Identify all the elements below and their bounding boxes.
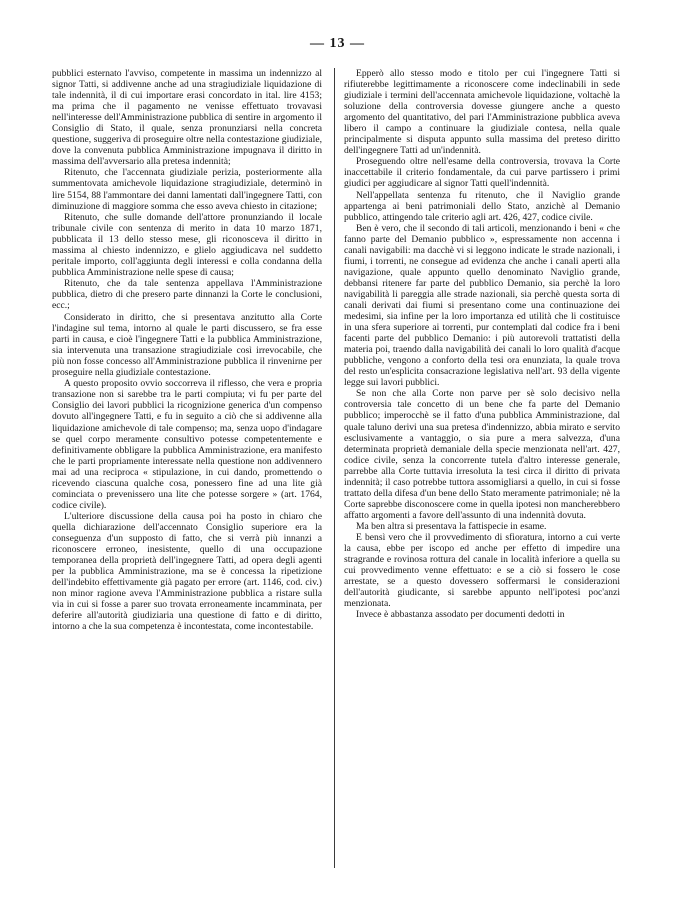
right-column — [344, 68, 620, 620]
paragraph: Ben è vero, che il secondo di tali articoli, menzionando i beni « che fanno parte del Demanio pubblico », espressamente non accenna i canali navigabili: ma dacchè vi si leggono indicate le strade nazionali, i fiumi, i torrenti, ne consegue ad evidenza che anche i canali aperti alla navigazione, quale appunto quello denominato Naviglio grande, debbansi ritenere far parte del pubblico Demanio, sia perchè la loro navigabilità li pareggia alle strade nazionali, sia perchè questa sorta di canali derivati dai fiumi si presentano come una continuazione dei medesimi, sia infine per la loro importanza ed utilità che li costituisce in una sfera superiore ai torrenti, pur contemplati dal codice fra i beni facenti parte del pubblico Demanio: i più autorevoli trattatisti della materia poi, traendo dalla navigabilità dei canali lo loro qualità d'acque pubbliche, vengono a conforto della tesi ora enunziata, la quale trova del resto un'esplicita consacrazione legislativa nell'art. 93 della vigente legge sui lavori pubblici. — [344, 222, 620, 389]
paragraph: Invece è abbastanza assodato per documenti dedotti in — [356, 609, 565, 621]
column-divider — [334, 68, 335, 868]
paragraph: Nell'appellata sentenza fu ritenuto, che il Naviglio grande appartenga ai beni patrimoniali dello Stato, anzichè al Demanio pubblico, attingendo tale criterio agli art. 426, 427, codice civile. — [344, 189, 620, 223]
paragraph: pubblici esternato l'avviso, competente in massima un indennizzo al signor Tatti, si addivenne anche ad una stragiudiziale liquidazione di tale indennità, il di cui importare erasi concordato in ital. lire 4153; ma prima che il pagamento ne venisse effettuato trovavasi nell'interesse dell'Amministrazione pubblica di sentire in argomento il Consiglio di Stato, il quale, senza pronunziarsi nella concreta questione, suggeriva di proseguire oltre nella contestazione giudiziale, dove la convenuta pubblica Amministrazione impugnava il diritto in massima dell'avversario alla pretesa indennità; — [52, 68, 322, 168]
paragraph: Se non che alla Corte non parve per sè solo decisivo nella controversia tale concetto di un bene che fa parte del Demanio pubblico; imperocchè se il fatto d'una pubblica Amministrazione, dal quale taluno derivi una sua pretesa d'indennizzo, abbia mirato e servito esclusivamente a vantaggio, o sia pure a mera salvezza, d'una determinata proprietà demaniale della specie menzionata nell'art. 427, codice civile, senza la concorrente tutela d'altro interesse generale, parrebbe alla Corte tuttavia irresoluta la tesi circa il diritto di privata indennità; il caso potrebbe tuttora assomigliarsi a quello, in cui si fosse trattato della difesa d'un bene dello Stato meramente patrimoniale; nè la Corte saprebbe disconoscere come in quella ipotesi non mancherebbero affatto argomenti a favore dell'assunto di una indennità dovuta. — [344, 388, 620, 521]
paragraph: Ma ben altra si presentava la fattispecie in esame. — [356, 520, 547, 532]
paragraph: Ritenuto, che sulle domande dell'attore pronunziando il locale tribunale civile con sentenza di merito in data 10 marzo 1871, pubblicata il 13 dello stesso mese, gli riconosceva il diritto in massima al chiesto indennizzo, e glielo aggiudicava nel suddetto peritale importo, coll'aggiunta degli interessi e colla condanna della pubblica Amministrazione nelle spese di causa; — [52, 211, 322, 278]
left-column — [52, 68, 322, 632]
paragraph: Epperò allo stesso modo e titolo per cui l'ingegnere Tatti si rifiuterebbe legittimamente a riconoscere come indeclinabili in sede giudiziale i termini dell'accennata amichevole liquidazione, voltachè la soluzione della controversia dovesse giungere anche a questo argomento del quantitativo, del pari l'Amministrazione pubblica aveva libero il campo a continuare la giudiziale contesa, nella quale principalmente si disputa appunto sulla massima del preteso diritto dell'ingegnere Tatti ad un'indennità. — [344, 68, 620, 157]
paragraph: Ritenuto, che l'accennata giudiziale perizia, posteriormente alla summentovata amichevole liquidazione stragiudiziale, determinò in lire 5154, 88 l'ammontare dei danni lamentati dall'ingegnere Tatti, con diminuzione di maggiore somma che esso aveva chiesto in citazione; — [52, 167, 322, 212]
paragraph: Proseguendo oltre nell'esame della controversia, trovava la Corte inaccettabile il criterio fondamentale, da cui parve partissero i primi giudici per aggiudicare al signor Tatti quell'indennità. — [344, 156, 620, 190]
paragraph: L'ulteriore discussione della causa poi ha posto in chiaro che quella dichiarazione dell'accennato Consiglio superiore era la conseguenza d'un supposto di fatto, che si verrà più innanzi a riconoscere erroneo, inesistente, quello di una occupazione temporanea della proprietà dell'ingegnere Tatti, ad opera degli agenti per la pubblica Amministrazione, ma se è concessa la ripetizione dell'indebito effettivamente già pagato per errore (art. 1146, cod. civ.) non minor ragione aveva l'Amministrazione pubblica a ristare sulla via in cui si fosse a parer suo trovata erroneamente incamminata, per deferire all'autorità giudiziaria una questione di fatto e di diritto, intorno a che la sua competenza è incontestata, come incontestabile. — [52, 510, 322, 633]
paragraph: Considerato in diritto, che si presentava anzitutto alla Corte l'indagine sul tema, intorno al quale le parti discussero, se fra esse parti in causa, e cioè l'ingegnere Tatti e la pubblica Amministrazione, sia intervenuta una transazione stragiudiziale così irrevocabile, che più non fosse concesso all'Amministrazione pubblica il rinvenirne per proseguire nella giudiziale contestazione. — [52, 312, 322, 379]
page-number: — 13 — — [310, 36, 365, 51]
paragraph: A questo proposito ovvio soccorreva il riflesso, che vera e propria transazione non si sarebbe tra le parti compiuta; vi fu per parte del Consiglio dei lavori pubblici la ricognizione generica d'un compenso dovuto all'ingegnere Tatti, e fu in seguito a ciò che si addivenne alla liquidazione amichevole di tale compenso; ma, senza uopo d'indagare se quel corpo meramente consultivo potesse competentemente e definitivamente obbligare la pubblica Amministrazione, era manifesto che le parti propriamente interessate nella questione non addivennero mai ad una reciproca « stipulazione, in cui dando, promettendo o ricevendo ciascuna qualche cosa, ponessero fine ad una lite già cominciata o prevenissero una lite che potesse sorgere » (art. 1764, codice civile). — [52, 378, 322, 511]
paragraph: Ritenuto, che da tale sentenza appellava l'Amministrazione pubblica, dietro di che presero parte dinnanzi la Corte le conclusioni, ecc.; — [52, 277, 322, 311]
paragraph: E bensì vero che il provvedimento di sfioratura, intorno a cui verte la causa, ebbe per iscopo ed anche per effetto di impedire una stragrande e rovinosa rottura del canale in località inferiore a quella su cui provvedimento venne effettuato: e se a ciò si fossero le cose arrestate, se a questo dovessero soffermarsi le considerazioni dell'autorità giudicante, si sarebbe appunto nell'ipotesi poc'anzi menzionata. — [344, 531, 620, 610]
